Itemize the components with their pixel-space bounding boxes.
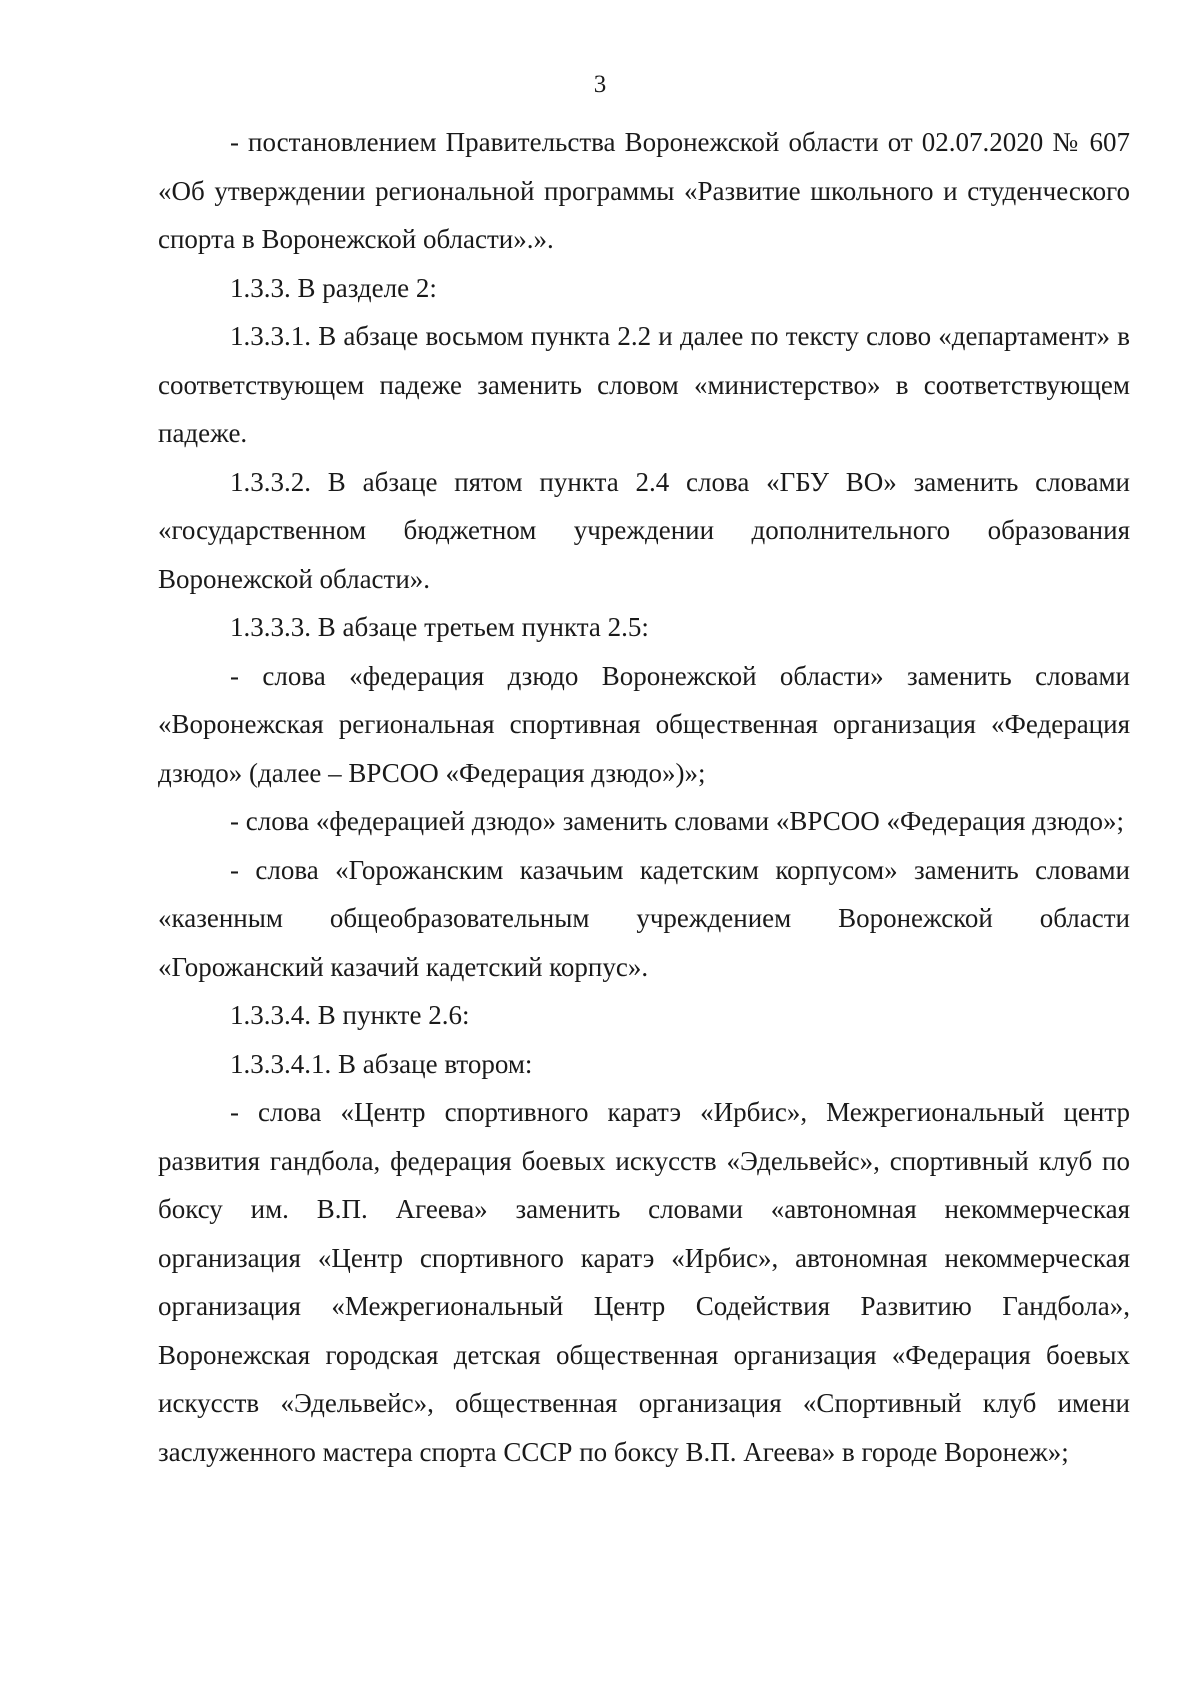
paragraph-resolution-reference: - постановлением Правительства Воронежской области от 02.07.2020 № 607 «Об утверждении региональной программы «Развитие школьного и студенческого спорта в Воронежской области».».: [158, 127, 1130, 254]
paragraph-1-3-3-3: 1.3.3.3. В абзаце третьем пункта 2.5:: [230, 612, 649, 642]
paragraph-1-3-3-4: 1.3.3.4. В пункте 2.6:: [230, 1000, 470, 1030]
paragraph-1-3-3-1: 1.3.3.1. В абзаце восьмом пункта 2.2 и далее по тексту слово «департамент» в соответствующем падеже заменить словом «министерство» в соответствующем падеже.: [158, 321, 1130, 448]
paragraph-cadet-corps: - слова «Горожанским казачьим кадетским корпусом» заменить словами «казенным общеобразовательным учреждением Воронежской области «Горожанский казачий кадетский корпус».: [158, 854, 1130, 982]
paragraph-judo-federation-instrumental: - слова «федерацией дзюдо» заменить словами «ВРСОО «Федерация дзюдо»;: [230, 806, 1124, 836]
paragraph-1-3-3-4-1: 1.3.3.4.1. В абзаце втором:: [230, 1048, 533, 1079]
paragraph-organizations-replacement: - слова «Центр спортивного каратэ «Ирбис», Межрегиональный центр развития гандбола, федерация боевых искусств «Эдельвейс», спортивный клуб по боксу им. В.П. Агеева» заменить словами «автономная некоммерческая организация «Центр спортивного каратэ «Ирбис», автономная некоммерческая организация «Межрегиональный Центр Содействия Развитию Гандбола», Воронежская городская детская общественная организация «Федерация боевых искусств «Эдельвейс», общественная организация «Спортивный клуб имени заслуженного мастера спорта СССР по боксу В.П. Агеева» в городе Воронеж»;: [158, 1097, 1130, 1467]
paragraph-1-3-3-2: 1.3.3.2. В абзаце пятом пункта 2.4 слова «ГБУ ВО» заменить словами «государственном бюджетном учреждении дополнительного образования Воронежской области».: [158, 466, 1130, 594]
paragraph-1-3-3: 1.3.3. В разделе 2:: [230, 272, 437, 303]
page-number: 3: [593, 71, 607, 98]
document-body: [158, 118, 1130, 1476]
paragraph-judo-federation: - слова «федерация дзюдо Воронежской области» заменить словами «Воронежская региональная спортивная общественная организация «Федерация дзюдо» (далее – ВРСОО «Федерация дзюдо»)»;: [158, 660, 1130, 788]
